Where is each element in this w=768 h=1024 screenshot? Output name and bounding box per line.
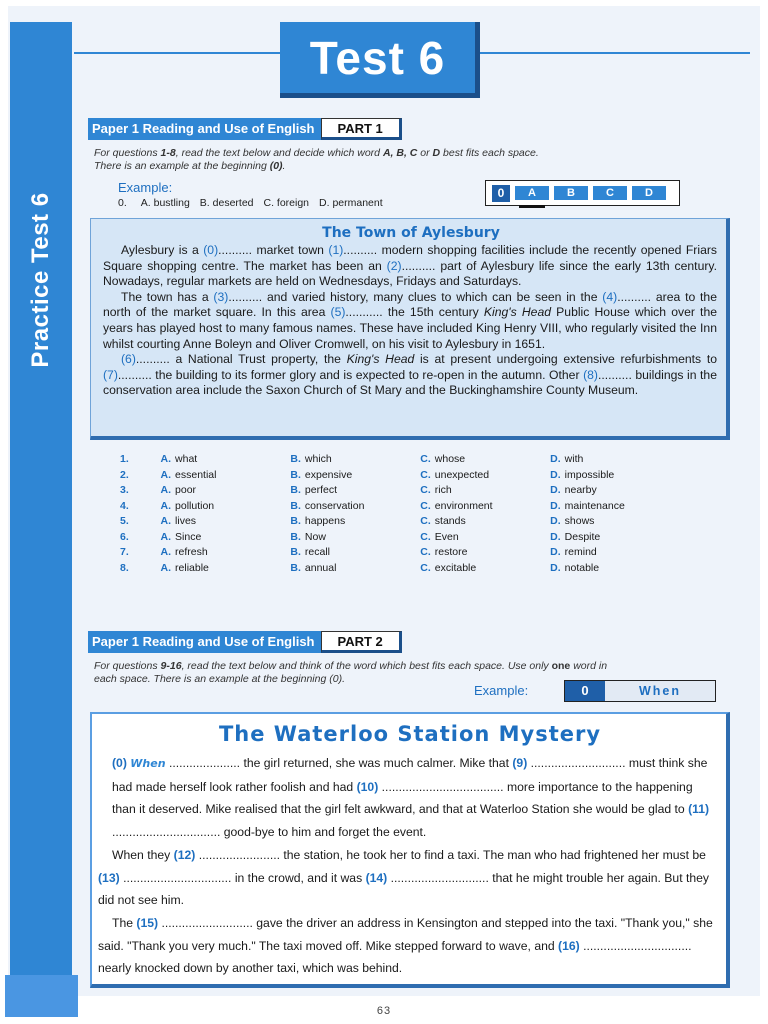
- option-c: C. restore: [420, 546, 468, 558]
- option-c: C. environment: [420, 499, 493, 512]
- part2-paper-label: Paper 1 Reading and Use of English: [88, 631, 321, 653]
- option-b: B. expensive: [290, 468, 353, 481]
- part2-header: [88, 631, 402, 653]
- option-d: D. remind: [550, 546, 597, 558]
- part2-example-word: When: [638, 684, 682, 698]
- answer-cell-b: B: [554, 186, 588, 200]
- option-number: 3.: [120, 484, 129, 496]
- answer-cell-c: C: [593, 186, 627, 200]
- option-number: 5.: [120, 515, 129, 527]
- option-b: B. perfect: [290, 484, 338, 496]
- part2-paragraph: The (15) ........................... gave the driver an address in Kensington and stepped into the taxi. "Thank you," she said. "Thank you very much." The taxi moved off. Mike stepped forward to wave, and (16) ................................ nearly knocked down by another taxi, which was behind.: [98, 915, 713, 976]
- answer-grid: [485, 180, 680, 206]
- option-c: C. unexpected: [420, 468, 490, 481]
- part2-paragraph: When they (12) ........................ the station, he took her to find a taxi. The man who had frightened her must be (13) ................................ in the crowd, and it was (14) ............................. that he might trouble her again. But they did not see him.: [98, 847, 710, 908]
- option-row: [120, 514, 680, 530]
- option-a: A. essential: [160, 468, 217, 481]
- page-number: 63: [376, 1005, 392, 1017]
- option-d: D. nearby: [550, 484, 597, 496]
- part1-paragraph: Aylesbury is a (0).......... market town (1).......... modern shopping facilities include the recently opened Friars Square shopping centre. The market has been an (2).......... part of Aylesbury life since the early 13th century. Nowadays, regular markets are held on Wednesdays, Fridays and Saturdays.: [103, 243, 718, 289]
- option-number: 1.: [120, 453, 129, 465]
- option-d: D. notable: [550, 561, 600, 574]
- option-row: [120, 561, 680, 577]
- option-c: C. Even: [420, 530, 459, 543]
- option-a: A. refresh: [160, 546, 208, 558]
- page-title: Test 6: [280, 22, 480, 98]
- part2-text-body: [98, 752, 718, 980]
- option-c: C. rich: [420, 484, 452, 496]
- option-number: 7.: [120, 546, 129, 558]
- part1-options-table: [120, 452, 680, 576]
- sidebar-strip: [10, 22, 72, 997]
- part1-example-options: 0. A. bustling B. deserted C. foreign D. permanent: [118, 197, 383, 209]
- option-row: [120, 530, 680, 546]
- option-a: A. pollution: [160, 499, 215, 512]
- option-b: B. Now: [290, 530, 326, 543]
- option-b: B. happens: [290, 515, 346, 527]
- option-b: B. recall: [290, 546, 330, 558]
- option-row: [120, 468, 680, 484]
- sidebar-label: Practice Test 6: [27, 192, 54, 368]
- handwritten-answer: When: [130, 757, 166, 770]
- answer-cell-a: A: [515, 186, 549, 200]
- option-d: D. maintenance: [550, 499, 625, 512]
- part2-instructions: For questions 9-16, read the text below and think of the word which best fits each space. Use only one word in each space. There is an example at the beginning (0).: [94, 660, 608, 685]
- option-a: A. poor: [160, 484, 197, 496]
- option-number: 8.: [120, 561, 129, 574]
- option-row: [120, 545, 680, 561]
- part1-header: [88, 118, 402, 140]
- option-a: A. reliable: [160, 561, 209, 574]
- part2-part-label: PART 2: [321, 631, 402, 653]
- option-row: [120, 483, 680, 499]
- answer-cell-d: D: [632, 186, 666, 200]
- part1-paper-label: Paper 1 Reading and Use of English: [88, 118, 321, 140]
- part2-example-label: Example:: [474, 683, 529, 698]
- option-number: 2.: [120, 468, 129, 481]
- option-b: B. annual: [290, 561, 337, 574]
- option-d: D. with: [550, 453, 584, 465]
- part1-text-box: [90, 218, 730, 440]
- option-d: D. shows: [550, 515, 595, 527]
- part1-text-body: [103, 243, 717, 399]
- option-c: C. stands: [420, 515, 466, 527]
- part2-text-title: The Waterloo Station Mystery: [218, 722, 602, 746]
- option-b: B. which: [290, 453, 332, 465]
- part1-instructions: For questions 1-8, read the text below and decide which word A, B, C or D best fits each space. There is an example at the beginning (0).: [94, 147, 539, 172]
- option-row: [120, 452, 680, 468]
- option-b: B. conservation: [290, 499, 365, 512]
- option-row: [120, 499, 680, 515]
- option-a: A. lives: [160, 515, 197, 527]
- part2-example-box: [564, 680, 716, 702]
- option-c: C. excitable: [420, 561, 477, 574]
- option-number: 6.: [120, 530, 129, 543]
- part2-paragraph: (0) When ..................... the girl returned, she was much calmer. Mike that (9) ............................ must think she had made herself look rather foolish and had (10) .................................... more importance to the happening than it deserved. Mike realised that the girl felt awkward, and that at Waterloo Station she would be glad to (11) ................................ good-bye to him and forget the event.: [112, 756, 710, 840]
- option-a: A. Since: [160, 530, 202, 543]
- part1-text-title: The Town of Aylesbury: [322, 225, 500, 241]
- part2-text-box: [90, 712, 730, 988]
- part2-example-zero: 0: [565, 681, 605, 701]
- option-number: 4.: [120, 499, 129, 512]
- option-d: D. Despite: [550, 530, 601, 543]
- answer-grid-zero: 0: [492, 185, 510, 202]
- option-a: A. what: [160, 453, 198, 465]
- part1-paragraph: (6).......... a National Trust property, the King's Head is at present undergoing extensive refurbishments to (7).......... the building to its former glory and is expected to re-open in the autumn. Other (8).......... buildings in the conservation area include the Saxon Church of St Mary and the Buckinghamshire County Museum.: [103, 352, 717, 398]
- part1-part-label: PART 1: [321, 118, 402, 140]
- part1-paragraph: The town has a (3).......... and varied history, many clues to which can be seen in the (4).......... area to the north of the market square. In this area (5)........... the 15th century King's Head Public House which over the years has played host to many famous names. These have included King Henry VIII, who regularly visited the Inn whilst courting Anne Boleyn and Oliver Cromwell, on his visit to Aylesbury in 1651.: [103, 289, 717, 351]
- option-d: D. impossible: [550, 468, 615, 481]
- option-c: C. whose: [420, 453, 466, 465]
- part1-example-label: Example:: [118, 180, 173, 195]
